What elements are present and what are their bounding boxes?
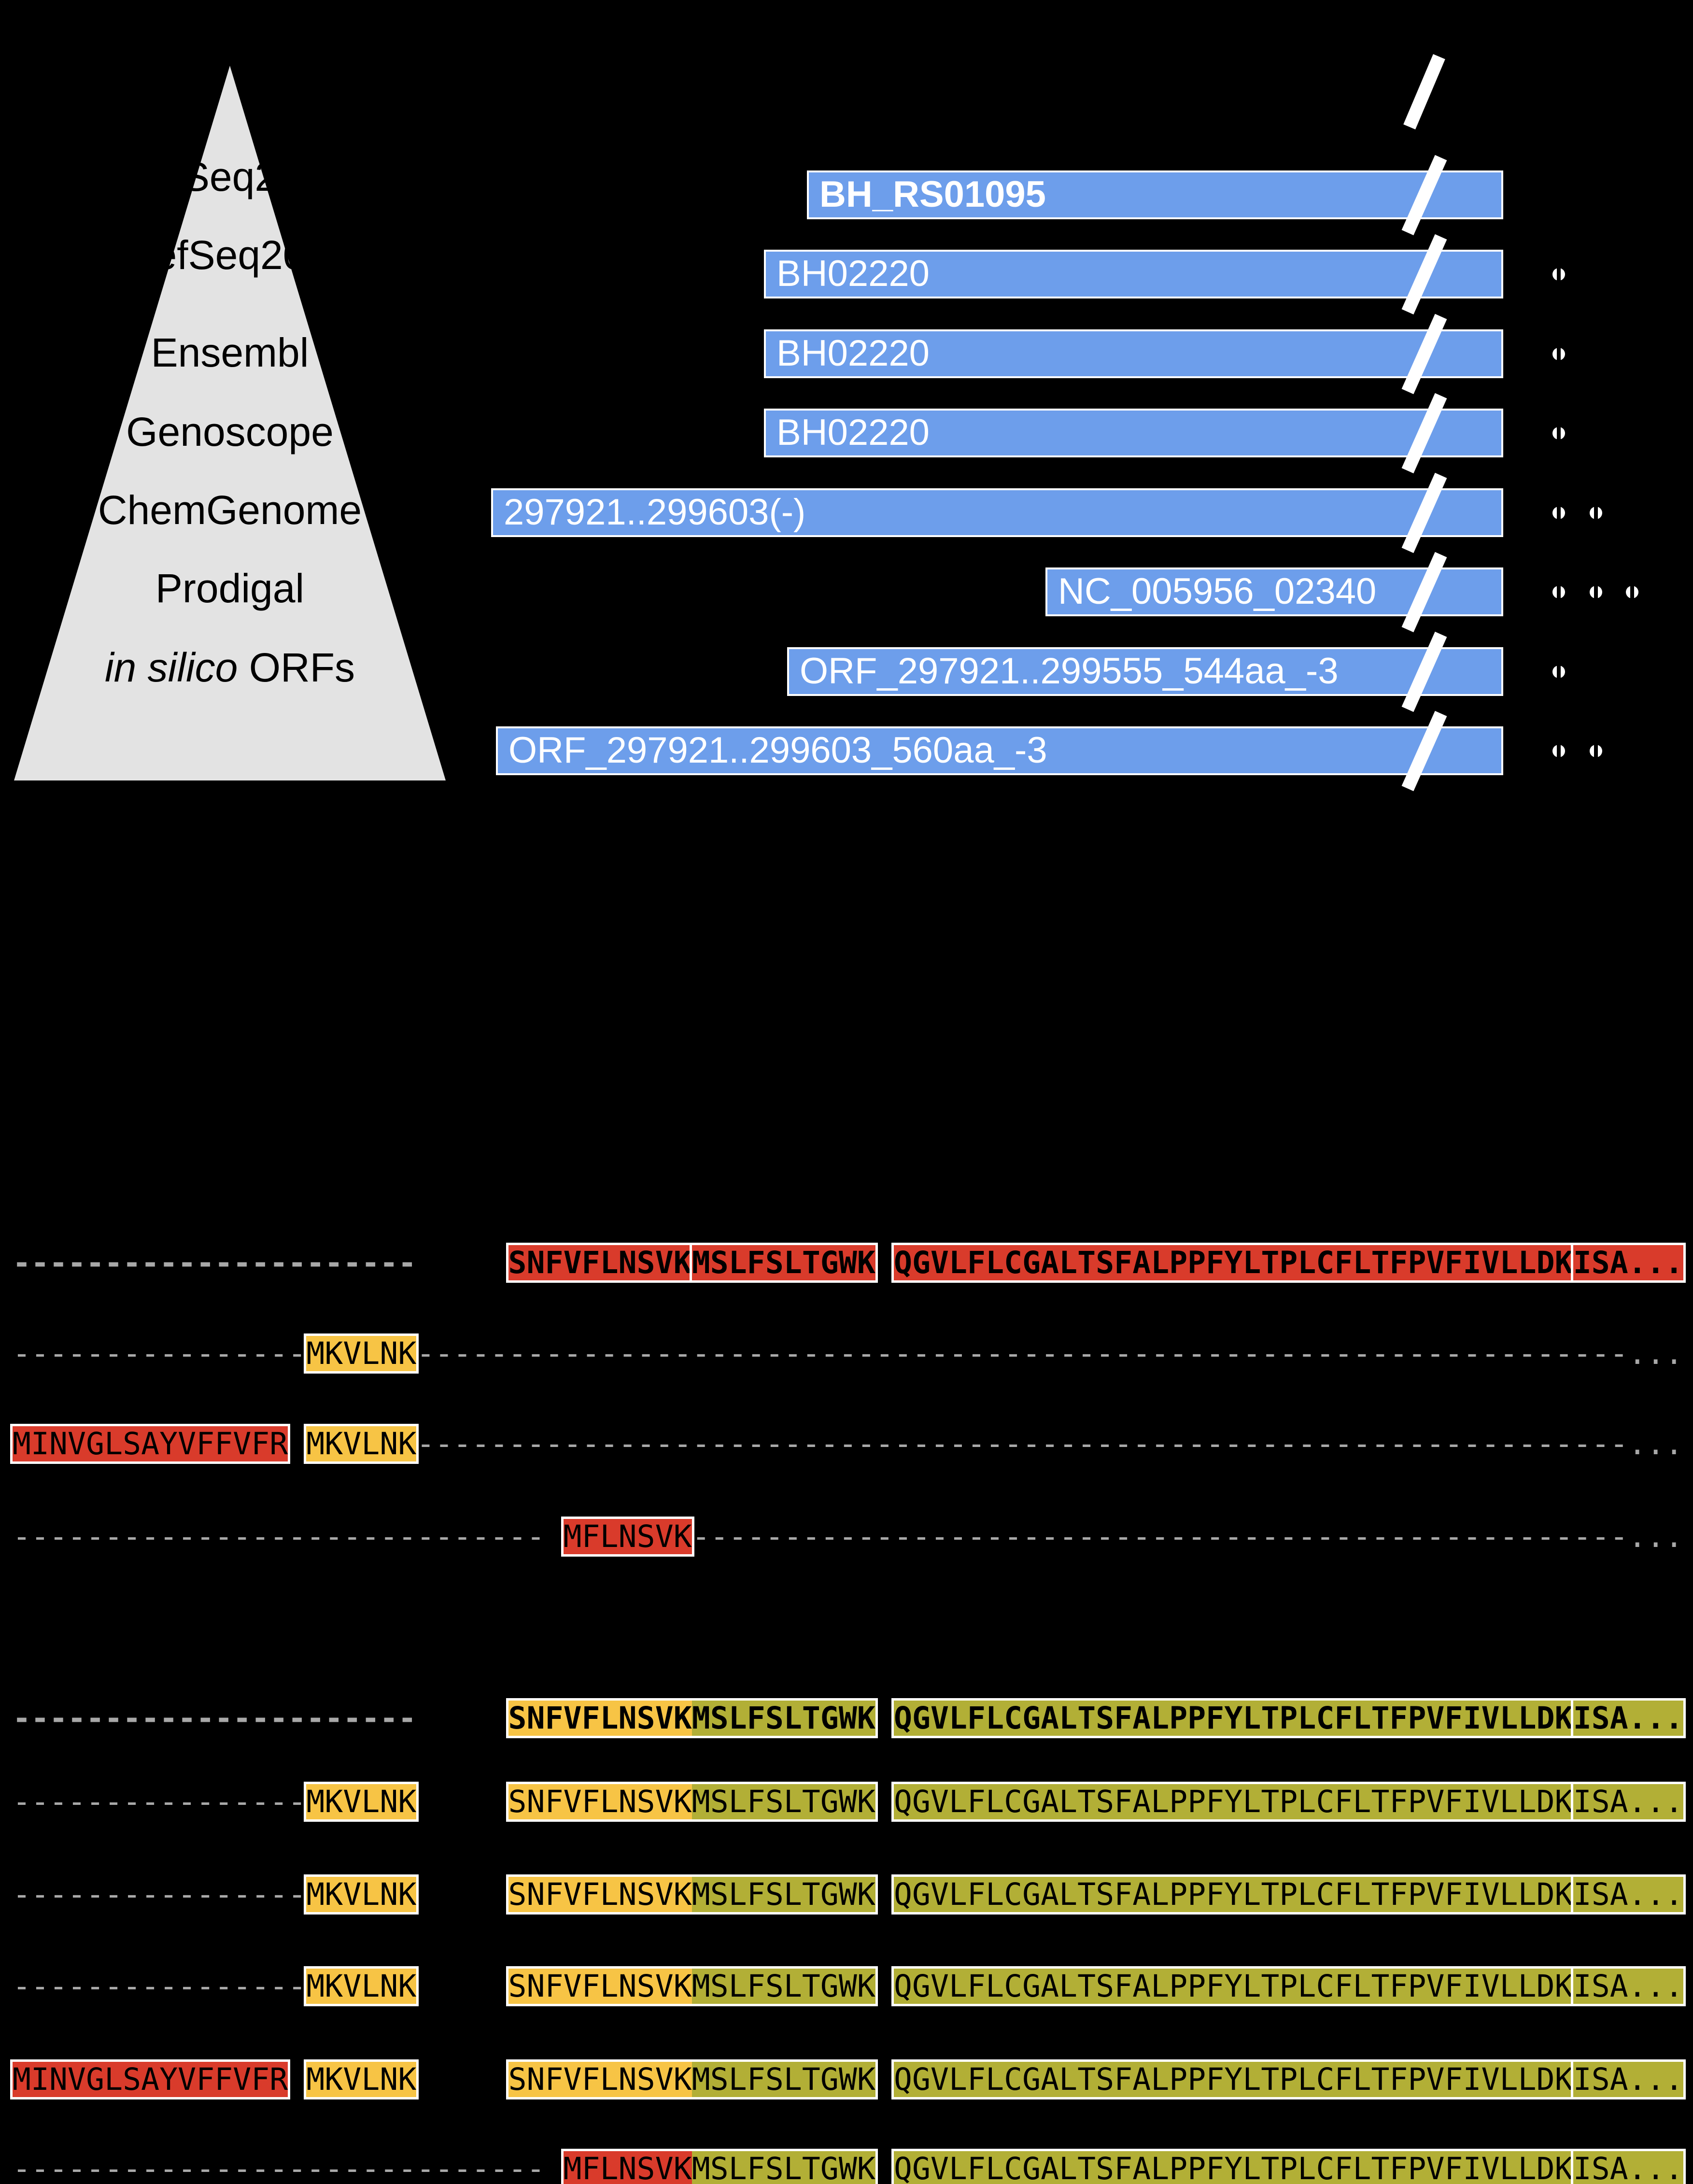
- sequence-segment: MINVGLSAYVFFVFR: [13, 1426, 288, 1461]
- sequence-segment: ISA...: [1573, 1701, 1683, 1736]
- pyramid-label-4: [0, 487, 460, 534]
- gene-bar-label: 297921..299603(-): [504, 492, 806, 533]
- gene-bar-7: [496, 726, 1503, 775]
- sequence-segment: MFLNSVK: [564, 2151, 692, 2184]
- continuation-ellipsis: ...: [1628, 1519, 1683, 1554]
- sequence-segment: ISA...: [1573, 1877, 1683, 1912]
- sequence-segment: QGVLFLCGALTSFALPPFYLTPLCFLTFPVFIVLLDK: [893, 1784, 1573, 1819]
- split-circle-marker-icon: [1552, 666, 1565, 678]
- gap-dashes: -----------------------------: [13, 2151, 545, 2184]
- continuation-ellipsis: ...: [1628, 1336, 1683, 1371]
- alignment-row-s2-1: [13, 1700, 1683, 1737]
- sequence-segment: MKVLNK: [306, 1784, 417, 1819]
- gap-dashes: ----------------: [13, 1877, 307, 1912]
- sequence-chunk: [508, 1701, 875, 1736]
- sequence-segment: ISA...: [1573, 1245, 1683, 1280]
- sequence-segment: SNFVFLNSVK: [508, 1701, 692, 1736]
- sequence-chunk: [894, 2151, 1573, 2184]
- sequence-segment: SNFVFLNSVK: [508, 1245, 692, 1280]
- pyramid-label-3: [0, 409, 460, 455]
- gene-bar-0: [807, 170, 1503, 219]
- pyramid-label-text: Seq2: [182, 154, 278, 199]
- gap-dashes: ----------------------: [13, 1701, 417, 1736]
- alignment-row-s2-2: [13, 1784, 1683, 1820]
- sequence-segment: MSLFSLTGWK: [691, 1245, 875, 1280]
- spacer: [416, 1969, 508, 2004]
- gene-bar-2: [764, 329, 1503, 378]
- spacer: [875, 2151, 894, 2184]
- sequence-chunk: [894, 1245, 1573, 1280]
- spacer: [875, 1969, 894, 2004]
- sequence-chunk: [894, 2062, 1573, 2097]
- spacer: [875, 2062, 894, 2097]
- gap-dashes: ----------------------: [13, 1245, 417, 1280]
- pyramid-label-text: Prodigal: [155, 566, 305, 611]
- sequence-segment: QGVLFLCGALTSFALPPFYLTPLCFLTFPVFIVLLDK: [893, 1969, 1573, 2004]
- sequence-segment: QGVLFLCGALTSFALPPFYLTPLCFLTFPVFIVLLDK: [893, 1701, 1573, 1736]
- pyramid-label-1: [0, 232, 460, 279]
- alignment-row-s2-3: [13, 1876, 1683, 1913]
- gene-bar-4: [491, 488, 1503, 537]
- gene-bar-label: BH_RS01095: [819, 174, 1046, 215]
- alignment-row-s2-6: [13, 2151, 1683, 2184]
- sequence-segment: MKVLNK: [306, 1336, 417, 1371]
- gene-bar-6: [787, 647, 1503, 696]
- gap-dashes: ----------------: [13, 1336, 307, 1371]
- sequence-chunk: [306, 2062, 416, 2097]
- sequence-chunk: [1573, 1877, 1683, 1912]
- sequence-segment: MSLFSLTGWK: [691, 1701, 875, 1736]
- sequence-chunk: [306, 1877, 416, 1912]
- gap-dashes: ----------------: [13, 1969, 307, 2004]
- alignment-row-s1-3: [13, 1426, 1683, 1462]
- sequence-segment: ISA...: [1573, 1784, 1683, 1819]
- sequence-segment: MSLFSLTGWK: [692, 2151, 875, 2184]
- gene-bar-label: BH02220: [776, 333, 930, 374]
- sequence-chunk: [306, 1336, 416, 1371]
- gene-bar-label: BH02220: [776, 412, 930, 453]
- sequence-chunk: [508, 2062, 875, 2097]
- pyramid-label-text: efSeq20: [154, 232, 306, 278]
- sequence-chunk: [306, 1784, 416, 1819]
- gene-bar-label: NC_005956_02340: [1058, 571, 1377, 612]
- alignment-row-s1-4: [13, 1518, 1683, 1555]
- sequence-segment: SNFVFLNSVK: [508, 2062, 692, 2097]
- spacer: [545, 1519, 564, 1554]
- sequence-segment: MKVLNK: [306, 1877, 417, 1912]
- gap-dashes: ---------------------------------------------------: [691, 1519, 1628, 1554]
- sequence-segment: QGVLFLCGALTSFALPPFYLTPLCFLTFPVFIVLLDK: [893, 1245, 1573, 1280]
- sequence-chunk: [13, 1426, 288, 1461]
- split-circle-marker-icon: [1552, 427, 1565, 440]
- pyramid-label-text: Ensembl: [151, 330, 309, 375]
- gene-bar-3: [764, 409, 1503, 457]
- spacer: [416, 2062, 508, 2097]
- spacer: [875, 1877, 894, 1912]
- gene-bar-label: BH02220: [776, 253, 930, 294]
- alignment-row-s2-4: [13, 1968, 1683, 2005]
- spacer: [545, 2151, 564, 2184]
- sequence-chunk: [1573, 2062, 1683, 2097]
- split-circle-marker-icon: [1626, 586, 1638, 598]
- sequence-segment: MSLFSLTGWK: [691, 2062, 875, 2097]
- pyramid-label-text: ORFs: [238, 645, 355, 690]
- sequence-chunk: [564, 2151, 875, 2184]
- sequence-chunk: [1573, 1969, 1683, 2004]
- gap-dashes: ------------------------------------------------------------------: [416, 1336, 1628, 1371]
- gene-bar-1: [764, 250, 1503, 298]
- continuation-ellipsis: ...: [1628, 1426, 1683, 1461]
- gene-bar-label: ORF_297921..299603_560aa_-3: [508, 730, 1047, 771]
- split-circle-marker-icon: [1552, 745, 1565, 757]
- pyramid-label-6: [0, 644, 460, 691]
- sequence-segment: MFLNSVK: [563, 1519, 692, 1554]
- gap-dashes: -----------------------------: [13, 1519, 545, 1554]
- sequence-segment: QGVLFLCGALTSFALPPFYLTPLCFLTFPVFIVLLDK: [893, 1877, 1573, 1912]
- sequence-chunk: [508, 1969, 875, 2004]
- sequence-chunk: [13, 2062, 288, 2097]
- sequence-segment: MSLFSLTGWK: [691, 1877, 875, 1912]
- pyramid-label-text: in silico: [104, 645, 238, 690]
- pyramid-label-text: Genoscope: [126, 409, 334, 454]
- gene-bar-label: ORF_297921..299555_544aa_-3: [800, 651, 1339, 692]
- sequence-segment: MKVLNK: [306, 1426, 417, 1461]
- spacer: [875, 1245, 894, 1280]
- gap-dashes: ------------------------------------------------------------------: [416, 1426, 1628, 1461]
- spacer: [416, 1701, 508, 1736]
- split-circle-marker-icon: [1552, 348, 1565, 360]
- sequence-chunk: [1573, 1245, 1683, 1280]
- sequence-segment: QGVLFLCGALTSFALPPFYLTPLCFLTFPVFIVLLDK: [894, 2062, 1573, 2097]
- sequence-chunk: [692, 1245, 875, 1280]
- alignment-row-s2-5: [13, 2061, 1683, 2098]
- spacer: [875, 1784, 894, 1819]
- sequence-segment: SNFVFLNSVK: [508, 1784, 692, 1819]
- gap-dashes: ----------------: [13, 1784, 307, 1819]
- alignment-row-s1-1: [13, 1245, 1683, 1281]
- sequence-segment: MKVLNK: [306, 2062, 417, 2097]
- alignment-row-s1-2: [13, 1335, 1683, 1372]
- sequence-chunk: [894, 1784, 1573, 1819]
- pyramid-label-text: ChemGenome: [98, 487, 362, 533]
- spacer: [875, 1701, 894, 1736]
- sequence-segment: MKVLNK: [306, 1969, 417, 2004]
- sequence-chunk: [564, 1519, 692, 1554]
- sequence-segment: QGVLFLCGALTSFALPPFYLTPLCFLTFPVFIVLLDK: [894, 2151, 1573, 2184]
- split-circle-marker-icon: [1552, 507, 1565, 519]
- split-circle-marker-icon: [1590, 586, 1602, 598]
- split-circle-marker-icon: [1552, 586, 1565, 598]
- spacer: [288, 2062, 306, 2097]
- split-circle-marker-icon: [1590, 507, 1602, 519]
- sequence-segment: ISA...: [1573, 2151, 1683, 2184]
- sequence-chunk: [894, 1877, 1573, 1912]
- split-circle-marker-icon: [1590, 745, 1602, 757]
- pyramid-label-5: [0, 565, 460, 612]
- axis-break-slash-top-icon: [1403, 54, 1445, 129]
- sequence-chunk: [508, 1784, 875, 1819]
- sequence-segment: SNFVFLNSVK: [508, 1877, 692, 1912]
- sequence-chunk: [306, 1426, 416, 1461]
- sequence-chunk: [1573, 2151, 1683, 2184]
- pyramid-label-0: [0, 154, 460, 200]
- split-circle-marker-icon: [1552, 268, 1565, 281]
- sequence-segment: ISA...: [1573, 1969, 1683, 2004]
- sequence-segment: MSLFSLTGWK: [691, 1784, 875, 1819]
- pyramid-label-2: [0, 329, 460, 376]
- sequence-chunk: [1573, 1701, 1683, 1736]
- sequence-chunk: [894, 1701, 1573, 1736]
- spacer: [288, 1426, 306, 1461]
- sequence-segment: MINVGLSAYVFFVFR: [13, 2062, 288, 2097]
- spacer: [416, 1877, 508, 1912]
- sequence-segment: SNFVFLNSVK: [508, 1969, 692, 2004]
- sequence-chunk: [508, 1877, 875, 1912]
- sequence-chunk: [894, 1969, 1573, 2004]
- spacer: [416, 1784, 508, 1819]
- sequence-segment: ISA...: [1573, 2062, 1683, 2097]
- sequence-chunk: [508, 1245, 692, 1280]
- sequence-chunk: [306, 1969, 416, 2004]
- sequence-segment: MSLFSLTGWK: [691, 1969, 875, 2004]
- sequence-chunk: [1573, 1784, 1683, 1819]
- spacer: [416, 1245, 508, 1280]
